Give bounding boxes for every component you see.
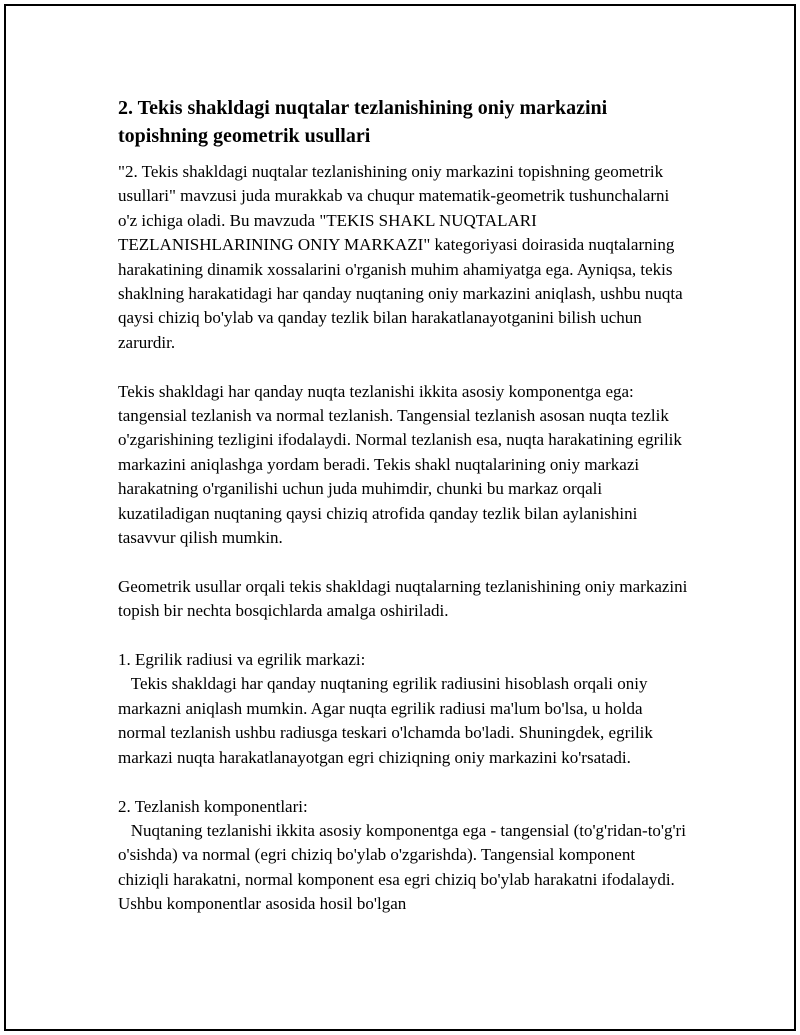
document-body bbox=[118, 94, 692, 917]
paragraph-spacer bbox=[118, 624, 688, 648]
paragraph-spacer bbox=[118, 550, 688, 574]
paragraph-intro: "2. Tekis shakldagi nuqtalar tezlanishining oniy markazini topishning geometrik usullari" mavzusi juda murakkab va chuqur matematik-geometrik tushunchalarni o'z ichiga oladi. Bu mavzuda "TEKIS SHAKL NUQTALARI TEZLANISHLARINING ONIY MARKAZI" kategoriyasi doirasida nuqtalarning harakatining dinamik xossalarini o'rganish muhim ahamiyatga ega. Ayniqsa, tekis shaklning harakatidagi har qanday nuqtaning oniy markazini aniqlash, ushbu nuqta qaysi chiziq bo'ylab va qanday tezlik bilan harakatlanayotganini bilish uchun zarurdir. bbox=[118, 162, 687, 352]
paragraph-spacer bbox=[118, 355, 688, 379]
paragraph-spacer bbox=[118, 770, 688, 794]
list-item-curvature: 1. Egrilik radiusi va egrilik markazi: Tekis shakldagi har qanday nuqtaning egrilik radiusini hisoblash orqali oniy markazni aniqlash mumkin. Agar nuqta egrilik radiusi ma'lum bo'lsa, u holda normal tezlanish ushbu radiusga teskari o'lchamda bo'ladi. Shuningdek, egrilik markazi nuqta harakatlanayotgan egri chiziqning oniy markazini ko'rsatadi. bbox=[118, 650, 653, 767]
paragraph-components: Tekis shakldagi har qanday nuqta tezlanishi ikkita asosiy komponentga ega: tangensial tezlanish va normal tezlanish. Tangensial tezlanish asosan nuqta tezlik o'zgarishining tezligini ifodalaydi. Normal tezlanish esa, nuqta harakatining egrilik markazini aniqlashga yordam beradi. Tekis shakl nuqtalarining oniy markazi harakatning o'rganilishi uchun juda muhimdir, chunki bu markaz orqali kuzatiladigan nuqtaning qaysi chiziq atrofida qanday tezlik bilan aylanishini tasavvur qilish mumkin. bbox=[118, 381, 687, 548]
document-title: 2. Tekis shakldagi nuqtalar tezlanishining oniy markazini topishning geometrik usullari bbox=[118, 97, 608, 147]
list-item-acceleration-components: 2. Tezlanish komponentlari: Nuqtaning tezlanishi ikkita asosiy komponentga ega - tangensial (to'g'ridan-to'g'ri o'sishda) va normal (egri chiziq bo'ylab o'zgarishda). Tangensial komponent chiziqli harakatni, normal komponent esa egri chiziq bo'ylab harakatni ifodalaydi. Ushbu komponentlar asosida hosil bo'lgan bbox=[118, 796, 686, 914]
paragraph-methods: Geometrik usullar orqali tekis shakldagi nuqtalarning tezlanishining oniy markazini topish bir nechta bosqichlarda amalga oshiriladi. bbox=[118, 576, 692, 621]
